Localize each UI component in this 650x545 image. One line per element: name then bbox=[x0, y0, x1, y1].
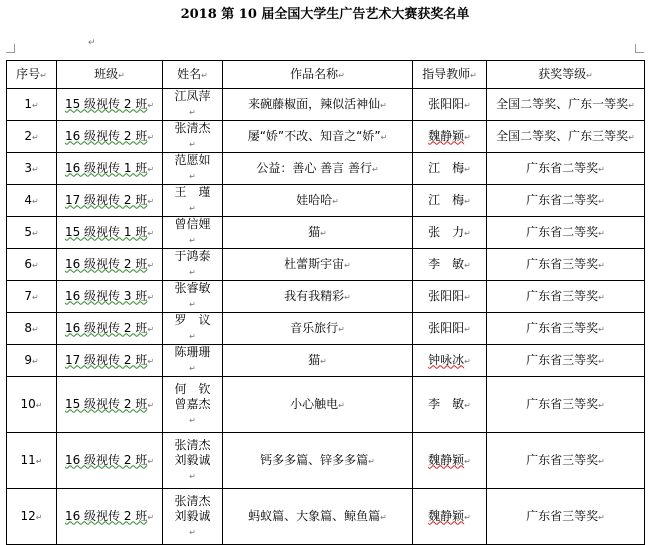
cell-teacher-text: 魏静颖 bbox=[428, 452, 465, 467]
cell-award-text: 广东省二等奖 bbox=[526, 192, 599, 207]
student-name: 张睿敏 bbox=[174, 281, 211, 295]
cell-teacher bbox=[413, 377, 487, 433]
paragraph-mark: ↵ bbox=[31, 356, 39, 366]
cell-teacher-text: 江 梅 bbox=[428, 160, 465, 175]
cell-number-text: 11 bbox=[20, 452, 36, 467]
table-row bbox=[7, 345, 645, 377]
cell-award bbox=[487, 217, 645, 249]
cell-number bbox=[7, 153, 57, 185]
cell-name bbox=[163, 153, 223, 185]
paragraph-mark: ↵ bbox=[344, 292, 351, 302]
cell-class bbox=[57, 377, 163, 433]
cell-award bbox=[487, 345, 645, 377]
cell-class bbox=[57, 433, 163, 489]
cell-teacher bbox=[413, 121, 487, 153]
paragraph-mark: ↵ bbox=[464, 100, 471, 110]
paragraph-mark: ↵ bbox=[189, 332, 196, 341]
table-row bbox=[7, 433, 645, 489]
cell-work bbox=[223, 121, 413, 153]
cell-award bbox=[487, 377, 645, 433]
cell-teacher bbox=[413, 185, 487, 217]
cell-teacher bbox=[413, 313, 487, 345]
paragraph-mark: ↵ bbox=[598, 456, 605, 466]
table-row bbox=[7, 281, 645, 313]
paragraph-mark: ↵ bbox=[189, 172, 196, 181]
cell-work bbox=[223, 185, 413, 217]
cell-teacher bbox=[413, 433, 487, 489]
paragraph-mark: ↵ bbox=[31, 196, 39, 206]
paragraph-mark: ↵ bbox=[147, 356, 155, 366]
header-name: 姓名↵ bbox=[163, 61, 223, 89]
student-name: 曾嘉杰 bbox=[174, 396, 211, 411]
cell-work bbox=[223, 217, 413, 249]
cell-class bbox=[57, 217, 163, 249]
cell-name bbox=[163, 185, 223, 217]
table-header-row bbox=[7, 61, 645, 89]
cell-class bbox=[57, 153, 163, 185]
paragraph-mark: ↵ bbox=[189, 236, 196, 245]
cell-number bbox=[7, 249, 57, 281]
table-row bbox=[7, 121, 645, 153]
paragraph-mark: ↵ bbox=[189, 140, 196, 149]
paragraph-mark: ↵ bbox=[189, 471, 196, 481]
cell-name bbox=[163, 249, 223, 281]
table-row bbox=[7, 489, 645, 545]
cell-teacher-text: 张阳阳 bbox=[428, 288, 465, 303]
paragraph-mark: ↵ bbox=[598, 292, 605, 302]
document-title: 2018 第 10 届全国大学生广告艺术大赛获奖名单 bbox=[180, 7, 470, 22]
cell-award-text: 广东省二等奖 bbox=[526, 160, 599, 175]
paragraph-mark: ↵ bbox=[598, 400, 605, 410]
header-award: 获奖等级↵ bbox=[487, 61, 645, 89]
paragraph-mark: ↵ bbox=[368, 456, 375, 466]
paragraph-mark: ↵ bbox=[189, 364, 196, 373]
cell-name bbox=[163, 281, 223, 313]
cell-number-text: 12 bbox=[20, 508, 36, 523]
cell-work-text: 公益：善心 善言 善行 bbox=[256, 160, 372, 175]
cell-work bbox=[223, 249, 413, 281]
cell-name bbox=[163, 489, 223, 545]
header-teacher: 指导教师↵ bbox=[413, 61, 487, 89]
cell-teacher-text: 魏静颖 bbox=[428, 128, 465, 143]
paragraph-mark: ↵ bbox=[31, 228, 39, 238]
paragraph-mark: ↵ bbox=[598, 196, 605, 206]
header-number: 序号↵ bbox=[7, 61, 57, 89]
paragraph-mark: ↵ bbox=[338, 324, 345, 334]
cell-award bbox=[487, 185, 645, 217]
paragraph-mark: ↵ bbox=[147, 400, 155, 410]
cell-number-text: 8 bbox=[24, 320, 32, 335]
cell-award bbox=[487, 121, 645, 153]
student-name: 张清杰 bbox=[174, 121, 211, 135]
cell-teacher bbox=[413, 249, 487, 281]
paragraph-mark: ↵ bbox=[380, 132, 388, 142]
cell-teacher-text: 江 梅 bbox=[428, 192, 465, 207]
cell-work bbox=[223, 489, 413, 545]
cell-work-text: 蚂蚁篇、大象篇、鲸鱼篇 bbox=[248, 508, 381, 523]
cell-teacher bbox=[413, 89, 487, 121]
student-name: 王 瑾 bbox=[174, 185, 211, 199]
cell-class bbox=[57, 89, 163, 121]
cell-award bbox=[487, 489, 645, 545]
cell-award bbox=[487, 249, 645, 281]
cell-number-text: 6 bbox=[24, 256, 32, 271]
paragraph-mark: ↵ bbox=[31, 164, 39, 174]
paragraph-mark: ↵ bbox=[598, 260, 605, 270]
table-row bbox=[7, 249, 645, 281]
table-row bbox=[7, 377, 645, 433]
cell-teacher-text: 张 力 bbox=[428, 224, 465, 239]
paragraph-mark: ↵ bbox=[598, 164, 605, 174]
paragraph-mark: ↵ bbox=[598, 512, 605, 522]
cell-class-text: 16 级视传 2 班 bbox=[64, 508, 148, 523]
cell-class bbox=[57, 121, 163, 153]
cell-class bbox=[57, 345, 163, 377]
cell-number bbox=[7, 89, 57, 121]
paragraph-mark: ↵ bbox=[189, 268, 196, 277]
cell-work-text: 猫 bbox=[308, 224, 321, 239]
cell-award-text: 广东省二等奖 bbox=[526, 224, 599, 239]
cell-number bbox=[7, 185, 57, 217]
cell-award-text: 广东省三等奖 bbox=[526, 352, 599, 367]
cell-number bbox=[7, 217, 57, 249]
cell-class-text: 16 级视传 2 班 bbox=[64, 128, 148, 143]
paragraph-mark: ↵ bbox=[332, 196, 339, 206]
paragraph-mark: ↵ bbox=[147, 260, 155, 270]
paragraph-mark: ↵ bbox=[189, 108, 196, 117]
cell-award-text: 广东省三等奖 bbox=[526, 508, 599, 523]
paragraph-mark: ↵ bbox=[320, 356, 327, 366]
cell-number bbox=[7, 121, 57, 153]
cell-award-text: 广东省三等奖 bbox=[526, 320, 599, 335]
cell-award bbox=[487, 433, 645, 489]
cell-work bbox=[223, 281, 413, 313]
cell-class-text: 15 级视传 2 班 bbox=[64, 396, 148, 411]
table-row bbox=[7, 89, 645, 121]
cell-class-text: 17 级视传 2 班 bbox=[64, 352, 148, 367]
cell-award bbox=[487, 89, 645, 121]
paragraph-mark: ↵ bbox=[147, 456, 155, 466]
cell-number bbox=[7, 489, 57, 545]
cell-work-text: 杜蕾斯宇宙 bbox=[284, 256, 345, 271]
header-work: 作品名称↵ bbox=[223, 61, 413, 89]
table-row bbox=[7, 185, 645, 217]
paragraph-mark: ↵ bbox=[380, 100, 387, 110]
cell-award-text: 广东省三等奖 bbox=[526, 288, 599, 303]
paragraph-mark: ↵ bbox=[464, 196, 471, 206]
cell-number bbox=[7, 281, 57, 313]
paragraph-mark: ↵ bbox=[371, 164, 379, 174]
student-name: 陈珊珊 bbox=[174, 345, 211, 359]
cell-number bbox=[7, 433, 57, 489]
cell-award bbox=[487, 281, 645, 313]
paragraph-mark: ↵ bbox=[35, 456, 43, 466]
cell-class bbox=[57, 249, 163, 281]
paragraph-mark: ↵ bbox=[628, 132, 635, 142]
cell-number-text: 10 bbox=[20, 396, 36, 411]
cell-name bbox=[163, 345, 223, 377]
paragraph-mark: ↵ bbox=[88, 38, 96, 48]
cell-teacher-text: 张阳阳 bbox=[428, 320, 465, 335]
paragraph-mark: ↵ bbox=[147, 164, 155, 174]
cell-work-text: 娃哈哈 bbox=[296, 192, 333, 207]
award-table bbox=[6, 60, 645, 545]
student-name: 张清杰 bbox=[174, 437, 211, 452]
paragraph-mark: ↵ bbox=[380, 512, 387, 522]
cell-number-text: 5 bbox=[24, 224, 32, 239]
student-name: 罗 议 bbox=[174, 313, 211, 327]
cell-work bbox=[223, 433, 413, 489]
paragraph-mark: ↵ bbox=[598, 356, 605, 366]
cell-teacher-text: 李 敏 bbox=[428, 256, 465, 271]
cell-teacher-text: 钟咏冰 bbox=[428, 352, 465, 367]
student-name: 何 钦 bbox=[174, 381, 211, 396]
cell-work-text: 猫 bbox=[308, 352, 321, 367]
cell-award-text: 全国二等奖、广东一等奖 bbox=[496, 96, 629, 111]
paragraph-mark: ↵ bbox=[147, 228, 155, 238]
paragraph-mark: ↵ bbox=[189, 204, 196, 213]
cell-teacher-text: 魏静颖 bbox=[428, 508, 465, 523]
paragraph-mark: ↵ bbox=[464, 356, 471, 366]
table-row bbox=[7, 217, 645, 249]
cell-teacher bbox=[413, 217, 487, 249]
student-name: 刘毅诚 bbox=[174, 452, 211, 467]
paragraph-mark: ↵ bbox=[338, 400, 345, 410]
paragraph-mark: ↵ bbox=[628, 100, 635, 110]
cell-class-text: 16 级视传 3 班 bbox=[64, 288, 148, 303]
cell-name bbox=[163, 377, 223, 433]
cell-class-text: 16 级视传 1 班 bbox=[64, 160, 148, 175]
paragraph-mark: ↵ bbox=[31, 324, 39, 334]
margin-corner-mark-right bbox=[635, 44, 644, 53]
cell-class-text: 17 级视传 2 班 bbox=[64, 192, 148, 207]
paragraph-mark: ↵ bbox=[35, 400, 43, 410]
student-name: 张清杰 bbox=[174, 493, 211, 508]
cell-number bbox=[7, 345, 57, 377]
cell-class-text: 15 级视传 2 班 bbox=[64, 96, 148, 111]
paragraph-mark: ↵ bbox=[464, 456, 471, 466]
cell-teacher-text: 张阳阳 bbox=[428, 96, 465, 111]
paragraph-mark: ↵ bbox=[464, 164, 471, 174]
paragraph-mark: ↵ bbox=[189, 527, 196, 537]
paragraph-mark: ↵ bbox=[147, 292, 155, 302]
student-name: 曾信娌 bbox=[174, 217, 211, 231]
table-row bbox=[7, 313, 645, 345]
cell-work bbox=[223, 345, 413, 377]
cell-award-text: 广东省三等奖 bbox=[526, 396, 599, 411]
cell-number bbox=[7, 377, 57, 433]
paragraph-mark: ↵ bbox=[31, 132, 39, 142]
cell-name bbox=[163, 217, 223, 249]
cell-number-text: 7 bbox=[24, 288, 32, 303]
paragraph-mark: ↵ bbox=[147, 132, 155, 142]
cell-name bbox=[163, 313, 223, 345]
cell-teacher bbox=[413, 281, 487, 313]
paragraph-mark: ↵ bbox=[598, 228, 605, 238]
cell-work-text: 屡“娇”不改、知音之“娇” bbox=[247, 128, 381, 143]
cell-number-text: 3 bbox=[24, 160, 32, 175]
paragraph-mark: ↵ bbox=[598, 324, 605, 334]
cell-award bbox=[487, 153, 645, 185]
student-name: 江凤萍 bbox=[174, 89, 211, 103]
cell-name bbox=[163, 121, 223, 153]
paragraph-mark: ↵ bbox=[147, 196, 155, 206]
cell-work bbox=[223, 377, 413, 433]
student-name: 范愿如 bbox=[174, 153, 211, 167]
paragraph-mark: ↵ bbox=[464, 292, 471, 302]
paragraph-mark: ↵ bbox=[147, 324, 155, 334]
paragraph-mark: ↵ bbox=[31, 260, 39, 270]
cell-award-text: 全国二等奖、广东三等奖 bbox=[496, 128, 629, 143]
paragraph-mark: ↵ bbox=[464, 132, 471, 142]
paragraph-mark: ↵ bbox=[464, 400, 471, 410]
cell-work bbox=[223, 89, 413, 121]
cell-name bbox=[163, 433, 223, 489]
student-name: 刘毅诚 bbox=[174, 508, 211, 523]
cell-work-text: 我有我精彩 bbox=[284, 288, 345, 303]
paragraph-mark: ↵ bbox=[344, 260, 351, 270]
cell-teacher-text: 李 敏 bbox=[428, 396, 465, 411]
student-name: 于鸿泰 bbox=[174, 249, 211, 263]
cell-name bbox=[163, 89, 223, 121]
table-row bbox=[7, 153, 645, 185]
paragraph-mark: ↵ bbox=[464, 228, 471, 238]
cell-teacher bbox=[413, 489, 487, 545]
cell-number-text: 4 bbox=[24, 192, 32, 207]
cell-class-text: 15 级视传 1 班 bbox=[64, 224, 148, 239]
cell-work-text: 钙多多篇、锌多多篇 bbox=[260, 452, 369, 467]
paragraph-mark: ↵ bbox=[147, 512, 155, 522]
cell-work bbox=[223, 313, 413, 345]
cell-work-text: 来碗藤椒面，辣似活神仙 bbox=[248, 96, 381, 111]
cell-teacher bbox=[413, 153, 487, 185]
cell-class-text: 16 级视传 2 班 bbox=[64, 256, 148, 271]
paragraph-mark: ↵ bbox=[147, 100, 155, 110]
cell-class-text: 16 级视传 2 班 bbox=[64, 320, 148, 335]
cell-class bbox=[57, 185, 163, 217]
cell-work-text: 音乐旅行 bbox=[290, 320, 339, 335]
cell-class bbox=[57, 313, 163, 345]
cell-award bbox=[487, 313, 645, 345]
margin-corner-mark-left bbox=[6, 44, 15, 53]
cell-award-text: 广东省三等奖 bbox=[526, 256, 599, 271]
paragraph-mark: ↵ bbox=[31, 292, 39, 302]
header-class: 班级↵ bbox=[57, 61, 163, 89]
cell-award-text: 广东省三等奖 bbox=[526, 452, 599, 467]
cell-work bbox=[223, 153, 413, 185]
cell-work-text: 小心触电 bbox=[290, 396, 339, 411]
paragraph-mark: ↵ bbox=[35, 512, 43, 522]
paragraph-mark: ↵ bbox=[464, 512, 471, 522]
paragraph-mark: ↵ bbox=[31, 100, 39, 110]
cell-number bbox=[7, 313, 57, 345]
paragraph-mark: ↵ bbox=[464, 260, 471, 270]
paragraph-mark: ↵ bbox=[189, 415, 196, 425]
paragraph-mark: ↵ bbox=[464, 324, 471, 334]
cell-number-text: 9 bbox=[24, 352, 32, 367]
paragraph-mark: ↵ bbox=[189, 300, 196, 309]
cell-class bbox=[57, 281, 163, 313]
cell-class-text: 16 级视传 2 班 bbox=[64, 452, 148, 467]
cell-number-text: 2 bbox=[24, 128, 32, 143]
cell-class bbox=[57, 489, 163, 545]
cell-number-text: 1 bbox=[24, 96, 32, 111]
cell-teacher bbox=[413, 345, 487, 377]
paragraph-mark: ↵ bbox=[320, 228, 327, 238]
